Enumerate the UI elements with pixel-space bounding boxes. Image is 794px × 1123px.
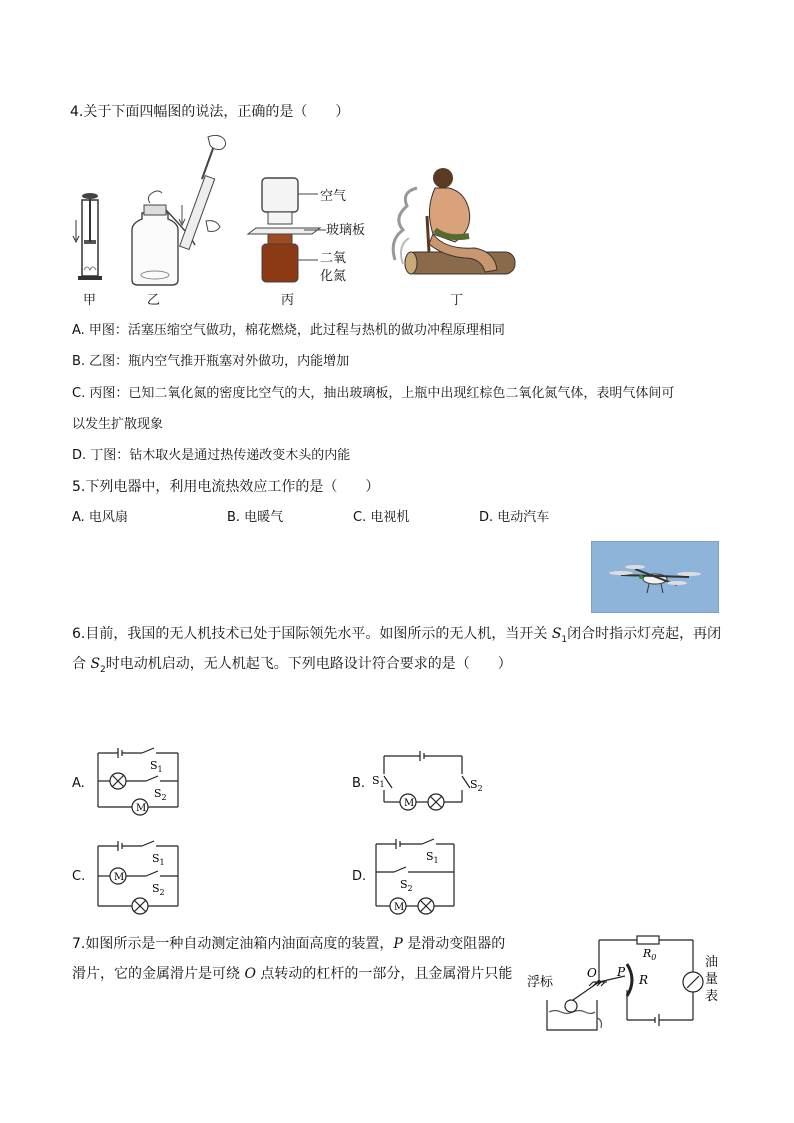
svg-text:S1: $S_1$ bbox=[372, 774, 385, 789]
stopper-pop-lines bbox=[148, 191, 162, 203]
down-arrow-icon bbox=[179, 205, 185, 225]
rotor-1 bbox=[609, 571, 633, 575]
svg-text:S2: $S_2$ bbox=[470, 778, 483, 793]
log-end bbox=[405, 252, 417, 274]
svg-text:S1: $S_1$ bbox=[152, 852, 165, 867]
bing-no2-label-2: 化氮 bbox=[320, 269, 347, 284]
svg-text:R: R bbox=[639, 973, 649, 987]
syringe-handle bbox=[82, 193, 98, 199]
upper-jar-neck bbox=[268, 212, 292, 224]
circuit-c[interactable] bbox=[96, 838, 186, 916]
q6-option-d[interactable]: D. bbox=[352, 869, 367, 884]
q5-stem: 5.下列电器中，利用电流热效应工作的是（ ） bbox=[72, 479, 380, 495]
label-yi: 乙 bbox=[147, 293, 161, 308]
rotor-2 bbox=[677, 572, 701, 576]
glass-plate bbox=[248, 228, 320, 234]
svg-text:油: 油 bbox=[705, 955, 719, 970]
bing-no2-label-1: 二氧 bbox=[320, 251, 347, 266]
svg-text:表: 表 bbox=[705, 989, 719, 1004]
upper-jar bbox=[262, 178, 298, 212]
drone-light bbox=[639, 575, 643, 579]
cotton-wisp bbox=[84, 267, 96, 270]
svg-text:M: M bbox=[394, 902, 405, 913]
label-bing: 丙 bbox=[281, 293, 295, 308]
svg-text:量: 量 bbox=[705, 972, 719, 987]
svg-text:S1: $S_1$ bbox=[150, 759, 163, 774]
q4-stem: 4.关于下面四幅图的说法，正确的是（ ） bbox=[70, 104, 350, 120]
svg-text:O: O bbox=[587, 966, 597, 980]
q5-option-c[interactable]: C. 电视机 bbox=[353, 510, 410, 525]
bottle bbox=[132, 213, 178, 285]
svg-text:S1: $S_1$ bbox=[426, 850, 439, 865]
circuit-a[interactable] bbox=[96, 745, 186, 817]
q6-option-a[interactable]: A. bbox=[72, 776, 85, 791]
svg-text:浮标: 浮标 bbox=[527, 975, 554, 990]
down-arrow-icon bbox=[73, 220, 79, 242]
bing-air-label: 空气 bbox=[320, 189, 347, 204]
q5-option-b[interactable]: B. 电暖气 bbox=[227, 510, 284, 525]
rotor-4 bbox=[667, 581, 687, 585]
hand-top bbox=[208, 135, 226, 149]
q6-option-c[interactable]: C. bbox=[72, 869, 86, 884]
q4-option-c[interactable]: C. 丙图：已知二氧化氮的密度比空气的大，抽出玻璃板，上瓶中出现红棕色二氧化氮气体，表明气体间可 bbox=[72, 386, 675, 401]
svg-text:S2: $S_2$ bbox=[400, 878, 413, 893]
q6-option-b[interactable]: B. bbox=[352, 776, 366, 791]
rotor-3 bbox=[625, 565, 645, 569]
lower-jar bbox=[262, 244, 298, 282]
q6-stem-line2: 合 $S_2$时电动机启动，无人机起飞。下列电路设计符合要求的是（ ） bbox=[72, 656, 512, 675]
svg-text:R0: $R_0$ bbox=[643, 947, 657, 962]
circuit-d[interactable] bbox=[374, 836, 464, 918]
hand-bottom bbox=[206, 221, 220, 232]
q4-option-d[interactable]: D. 丁图：钻木取火是通过热传递改变木头的内能 bbox=[72, 448, 351, 463]
q4-option-a[interactable]: A. 甲图：活塞压缩空气做功，棉花燃烧，此过程与热机的做功冲程原理相同 bbox=[72, 323, 505, 338]
svg-text:M: M bbox=[136, 803, 147, 814]
label-jia: 甲 bbox=[83, 293, 97, 308]
q6-stem-line1: 6.目前，我国的无人机技术已处于国际领先水平。如图所示的无人机，当开关 $S_1$闭合时指示灯亮起，再闭 bbox=[72, 626, 722, 645]
wood-drill-figure bbox=[385, 160, 525, 290]
drone-photo bbox=[591, 541, 719, 613]
pump-barrel bbox=[180, 176, 215, 250]
svg-text:S2: $S_2$ bbox=[152, 882, 165, 897]
man-head bbox=[433, 168, 453, 188]
oil-gauge-figure bbox=[527, 930, 727, 1040]
svg-text:M: M bbox=[404, 798, 415, 809]
q7-line1: 7.如图所示是一种自动测定油箱内油面高度的装置，P 是滑动变阻器的 bbox=[72, 936, 506, 952]
svg-text:P: P bbox=[617, 965, 626, 979]
q7-line2: 滑片，它的金属滑片是可绕 O 点转动的杠杆的一部分，且金属滑片只能 bbox=[72, 966, 513, 982]
smoke bbox=[393, 188, 417, 260]
label-ding: 丁 bbox=[450, 293, 464, 308]
q5-option-d[interactable]: D. 电动汽车 bbox=[479, 510, 550, 525]
q4-option-c-cont: 以发生扩散现象 bbox=[72, 417, 164, 432]
svg-text:M: M bbox=[114, 872, 125, 883]
bottle-stopper bbox=[144, 205, 166, 215]
fire-syringe-figure bbox=[70, 190, 110, 290]
lower-jar-neck bbox=[268, 234, 292, 244]
q4-option-b[interactable]: B. 乙图：瓶内空气推开瓶塞对外做功，内能增加 bbox=[72, 354, 350, 369]
drill-stick bbox=[427, 216, 429, 252]
circuit-b[interactable] bbox=[370, 750, 490, 812]
q5-option-a[interactable]: A. 电风扇 bbox=[72, 510, 128, 525]
bing-glass-label: 玻璃板 bbox=[326, 223, 366, 238]
svg-text:S2: $S_2$ bbox=[154, 787, 167, 802]
bottle-pump-figure bbox=[120, 135, 240, 290]
